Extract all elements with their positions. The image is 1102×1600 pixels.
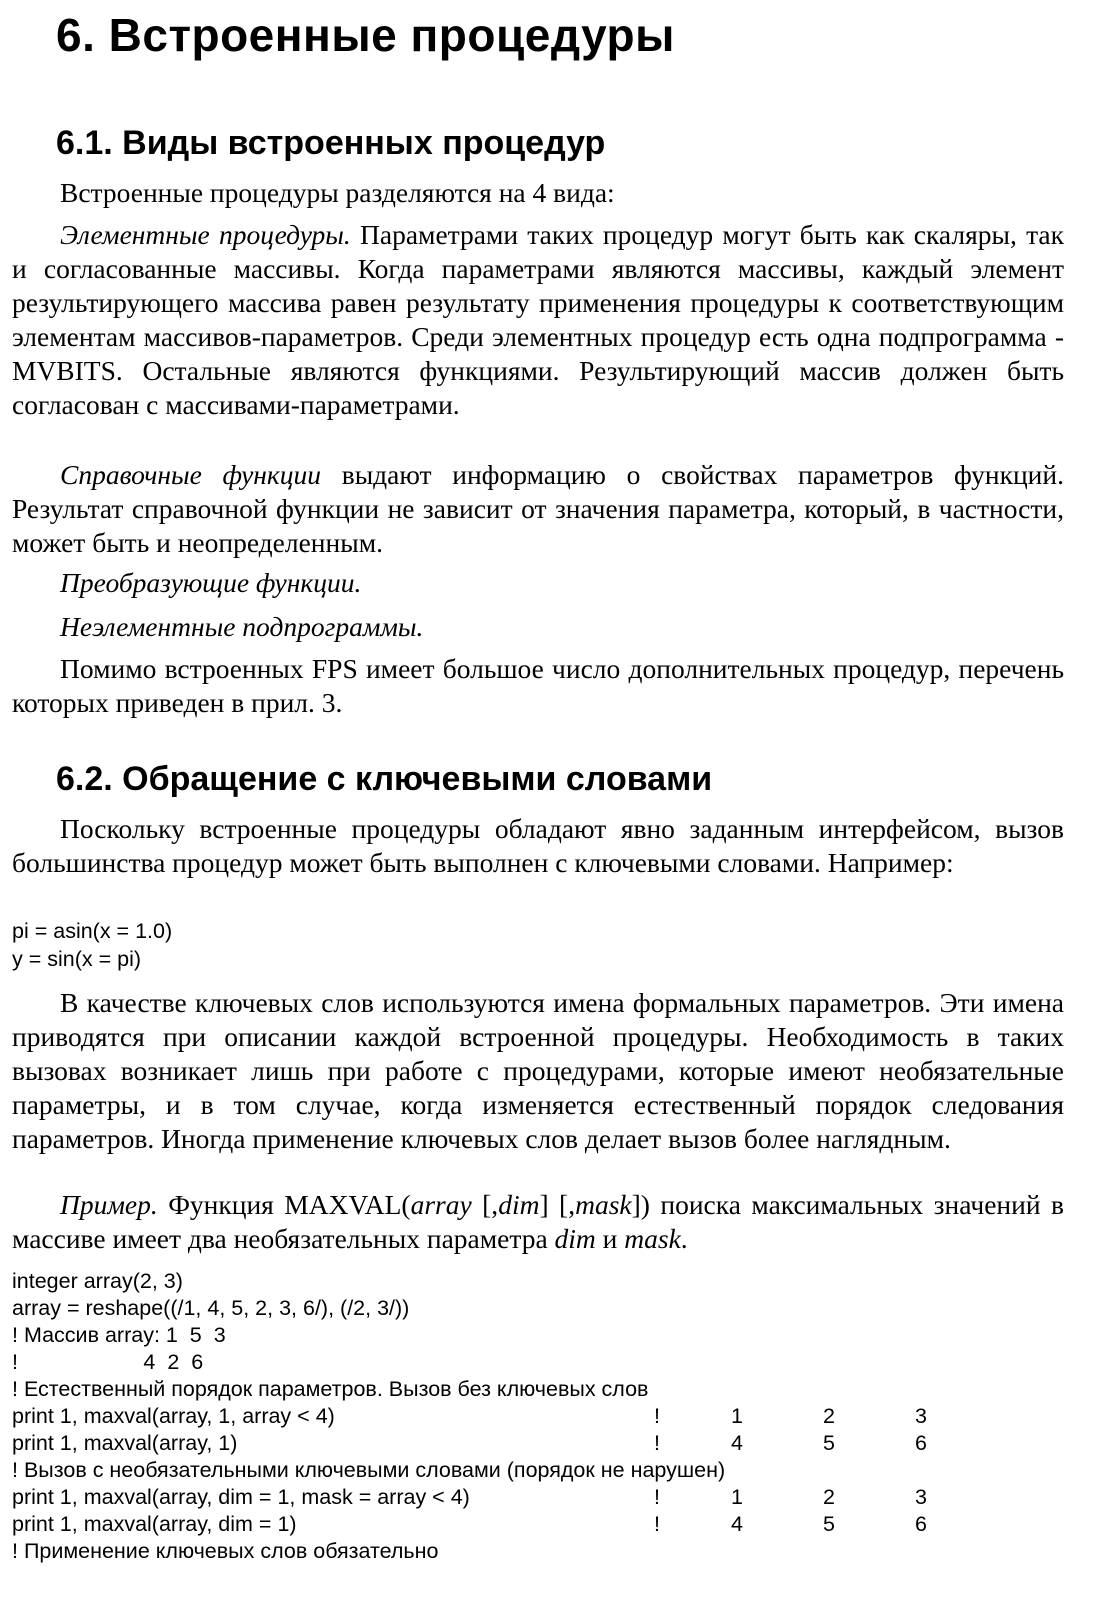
- code-line: integer array(2, 3): [12, 1269, 183, 1293]
- text-run: ] [,: [539, 1189, 576, 1220]
- output-value: 2: [823, 1404, 835, 1428]
- text-run: и: [595, 1223, 625, 1254]
- code-comment: ! Применение ключевых слов обязательно: [12, 1539, 439, 1563]
- arg-array: array: [410, 1189, 472, 1220]
- section-6-1-intro: Встроенные процедуры разделяются на 4 вида:: [60, 177, 615, 208]
- paragraph-elemental-procedures: [12, 218, 1064, 422]
- output-value: 4: [731, 1431, 743, 1455]
- paragraph-inquiry-functions: [12, 458, 1064, 560]
- output-comment-mark: !: [654, 1404, 660, 1428]
- text-run: [,: [471, 1189, 499, 1220]
- term-transformational-functions: Преобразующие функции.: [60, 567, 362, 598]
- term-elemental-procedures: Элементные процедуры.: [60, 219, 351, 250]
- output-value: 1: [731, 1404, 743, 1428]
- text-run: ]) поиска максимальных значений в массиве имеет два необязательных параметра: [12, 1189, 1064, 1254]
- term-non-elemental-subroutines: Неэлементные подпрограммы.: [60, 611, 424, 642]
- code-line: ! Массив array: 1 5 3: [12, 1323, 226, 1347]
- paragraph-keyword-usage: [12, 986, 1064, 1156]
- output-value: 5: [823, 1512, 835, 1536]
- paragraph-text: Помимо встроенных FPS имеет большое число дополнительных процедур, перечень которых приведен в прил. 3.: [12, 653, 1064, 718]
- code-comment: ! Вызов с необязательными ключевыми словами (порядок не нарушен): [12, 1458, 726, 1482]
- arg-dim: dim: [554, 1223, 596, 1254]
- chapter-title: 6. Встроенные процедуры: [56, 9, 675, 61]
- code-line: y = sin(x = pi): [12, 947, 142, 971]
- paragraph-maxval-example: [12, 1188, 1064, 1256]
- paragraph-additional-procedures: [12, 652, 1064, 720]
- output-comment-mark: !: [654, 1485, 660, 1509]
- section-6-2-title: 6.2. Обращение с ключевыми словами: [56, 760, 713, 798]
- code-statement: print 1, maxval(array, dim = 1): [12, 1512, 297, 1536]
- output-comment-mark: !: [654, 1512, 660, 1536]
- code-line: array = reshape((/1, 4, 5, 2, 3, 6/), (/2, 3/)): [12, 1296, 410, 1320]
- output-comment-mark: !: [654, 1431, 660, 1455]
- paragraph-keyword-intro: [12, 812, 1064, 880]
- text-run: Функция MAXVAL(: [157, 1189, 411, 1220]
- code-line: ! 4 2 6: [12, 1350, 204, 1374]
- paragraph-text: В качестве ключевых слов используются имена формальных параметров. Эти имена приводятся при описании каждой встроенной процедуры. Необходимость в таких вызовах возникает лишь при работе с процедурами, которые имеют необязательные параметры, и в том случае, когда изменяется естественный порядок следования параметров. Иногда применение ключевых слов делает вызов более наглядным.: [12, 987, 1064, 1154]
- output-value: 4: [731, 1512, 743, 1536]
- output-value: 5: [823, 1431, 835, 1455]
- paragraph-text: Параметрами таких процедур могут быть как скаляры, так и согласованные массивы. Когда параметрами являются массивы, каждый элемент результирующего массива равен результату применения процедуры к соответствующим элементам массивов-параметров. Среди элементных процедур есть одна подпрограмма - MVBITS. Остальные являются функциями. Результирующий массив должен быть согласован с массивами-параметрами.: [12, 219, 1064, 420]
- paragraph-text: Поскольку встроенные процедуры обладают явно заданным интерфейсом, вызов большинства процедур может быть выполнен с ключевыми словами. Например:: [12, 813, 1064, 878]
- code-statement: print 1, maxval(array, 1): [12, 1431, 238, 1455]
- code-statement: print 1, maxval(array, dim = 1, mask = array < 4): [12, 1485, 470, 1509]
- term-example: Пример.: [60, 1189, 158, 1220]
- output-value: 6: [915, 1431, 927, 1455]
- output-value: 1: [731, 1485, 743, 1509]
- paragraph-text: выдают информацию о свойствах параметров функций. Результат справочной функции не зависит от значения параметра, который, в частности, может быть и неопределенным.: [12, 459, 1064, 558]
- term-inquiry-functions: Справочные функции: [60, 459, 322, 490]
- section-6-1-title: 6.1. Виды встроенных процедур: [56, 124, 606, 162]
- output-value: 6: [915, 1512, 927, 1536]
- code-line: pi = asin(x = 1.0): [12, 919, 173, 943]
- code-statement: print 1, maxval(array, 1, array < 4): [12, 1404, 335, 1428]
- text-run: .: [680, 1223, 688, 1254]
- arg-dim: dim: [498, 1189, 540, 1220]
- code-line: ! Естественный порядок параметров. Вызов без ключевых слов: [12, 1377, 649, 1401]
- output-value: 3: [915, 1485, 927, 1509]
- output-value: 3: [915, 1404, 927, 1428]
- arg-mask: mask: [624, 1223, 681, 1254]
- arg-mask: mask: [575, 1189, 632, 1220]
- output-value: 2: [823, 1485, 835, 1509]
